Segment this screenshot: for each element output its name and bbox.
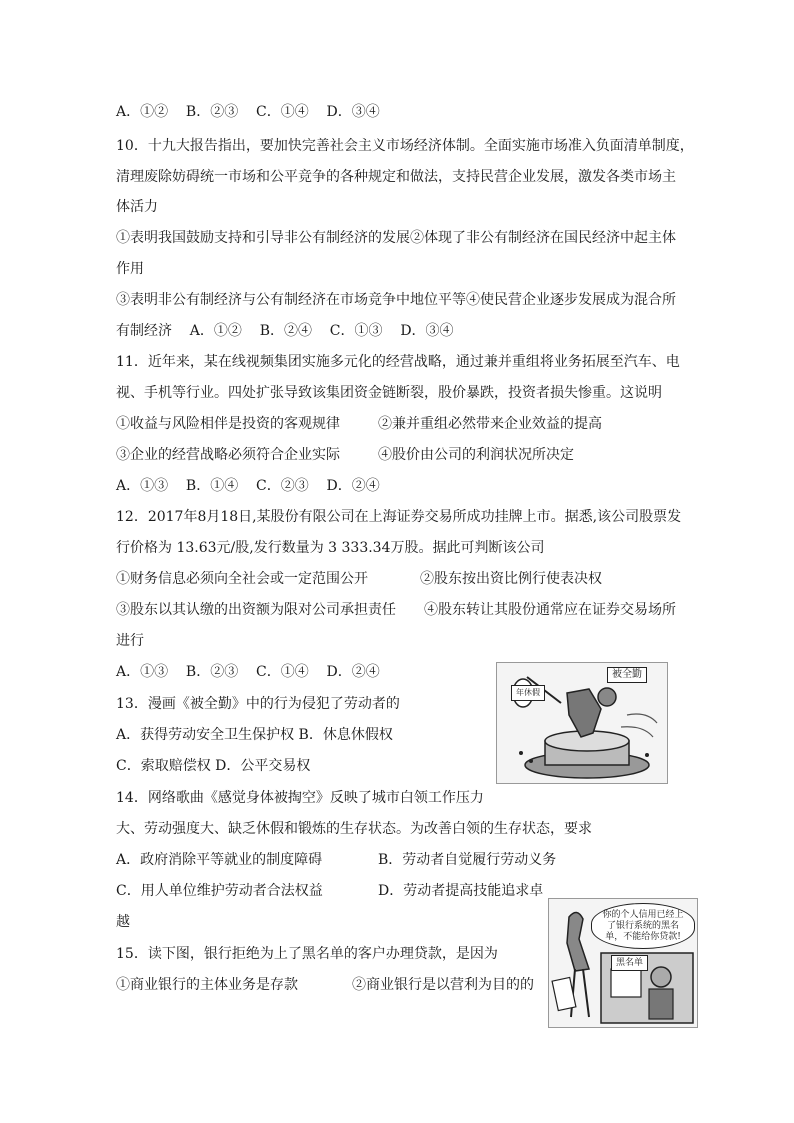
q11-item-4: ④股价由公司的利润状况所决定 xyxy=(378,447,574,463)
q15-item-2: ②商业银行是以营利为目的的 xyxy=(352,977,534,993)
q10-line-5: 作用 xyxy=(116,261,144,277)
q12-item-1: ①财务信息必须向全社会或一定范围公开 xyxy=(116,571,368,587)
q11-item-3: ③企业的经营战略必须符合企业实际 xyxy=(116,447,340,463)
q12-item-2: ②股东按出资比例行使表决权 xyxy=(420,571,602,587)
quanqin-cartoon xyxy=(496,662,668,784)
blacklist-sign: 黑名单 xyxy=(611,955,648,971)
q10-line-6: ③表明非公有制经济与公有制经济在市场竞争中地位平等④使民营企业逐步发展成为混合所 xyxy=(116,292,676,308)
q13-options-cd: C．索取赔偿权 D．公平交易权 xyxy=(116,758,311,774)
bank-speech-bubble: 你的个人信用已经上了银行系统的黑名单，不能给你贷款! xyxy=(591,903,695,949)
q10-line-4: ①表明我国鼓励支持和引导非公有制经济的发展②体现了非公有制经济在国民经济中起主体 xyxy=(116,230,676,246)
q12-line-2: 行价格为 13.63元/股,发行数量为 3 333.34万股。据此可判断该公司 xyxy=(116,540,545,556)
q13-stem: 13．漫画《被全勤》中的行为侵犯了劳动者的 xyxy=(116,696,400,712)
q15-item-1: ①商业银行的主体业务是存款 xyxy=(116,977,298,993)
q12-item-3: ③股东以其认缴的出资额为限对公司承担责任 xyxy=(116,602,396,618)
q12-continuation: 进行 xyxy=(116,633,144,649)
q11-line-1: 11．近年来，某在线视频集团实施多元化的经营战略，通过兼并重组将业务拓展至汽车、电 xyxy=(116,354,680,370)
q12-item-4: ④股东转让其股份通常应在证券交易场所 xyxy=(424,602,676,618)
q11-options: A．①③ B．①④ C．②③ D．②④ xyxy=(116,478,380,494)
q9-options: A．①② B．②③ C．①④ D．③④ xyxy=(116,104,380,120)
q14-option-d: D．劳动者提高技能追求卓 xyxy=(378,883,544,899)
q12-options: A．①③ B．②③ C．①④ D．②④ xyxy=(116,664,380,680)
q11-line-2: 视、手机等行业。四处扩张导致该集团资金链断裂，股价暴跌，投资者损失惨重。这说明 xyxy=(116,385,662,401)
q10-line-1: 10．十九大报告指出，要加快完善社会主义市场经济体制。全面实施市场准入负面清单制度， xyxy=(116,138,694,154)
q12-line-1: 12．2017年8月18日,某股份有限公司在上海证券交易所成功挂牌上市。据悉,该公司股票发 xyxy=(116,509,682,525)
cartoon-leave-tag: 年休假 xyxy=(511,685,545,701)
q11-item-1: ①收益与风险相伴是投资的客观规律 xyxy=(116,416,340,432)
q14-line-2: 大、劳动强度大、缺乏休假和锻炼的生存状态。为改善白领的生存状态，要求 xyxy=(116,821,592,837)
q10-line-3: 体活力 xyxy=(116,199,158,215)
blacklist-cartoon xyxy=(548,898,698,1028)
q14-option-a: A．政府消除平等就业的制度障碍 xyxy=(116,852,323,868)
q13-options-ab: A．获得劳动安全卫生保护权 B．休息休假权 xyxy=(116,727,393,743)
cartoon-title-label: 被全勤 xyxy=(607,667,647,683)
q10-line-2: 清理废除妨碍统一市场和公平竞争的各种规定和做法，支持民营企业发展，激发各类市场主 xyxy=(116,169,676,185)
q14-continuation: 越 xyxy=(116,914,130,930)
q14-line-1: 14．网络歌曲《感觉身体被掏空》反映了城市白领工作压力 xyxy=(116,790,484,806)
q14-option-c: C．用人单位维护劳动者合法权益 xyxy=(116,883,323,899)
q15-stem: 15．读下图，银行拒绝为上了黑名单的客户办理贷款，是因为 xyxy=(116,946,498,962)
q11-item-2: ②兼并重组必然带来企业效益的提高 xyxy=(378,416,602,432)
q10-line-7: 有制经济 A．①② B．②④ C．①③ D．③④ xyxy=(116,323,454,339)
q14-option-b: B．劳动者自觉履行劳动义务 xyxy=(378,852,557,868)
